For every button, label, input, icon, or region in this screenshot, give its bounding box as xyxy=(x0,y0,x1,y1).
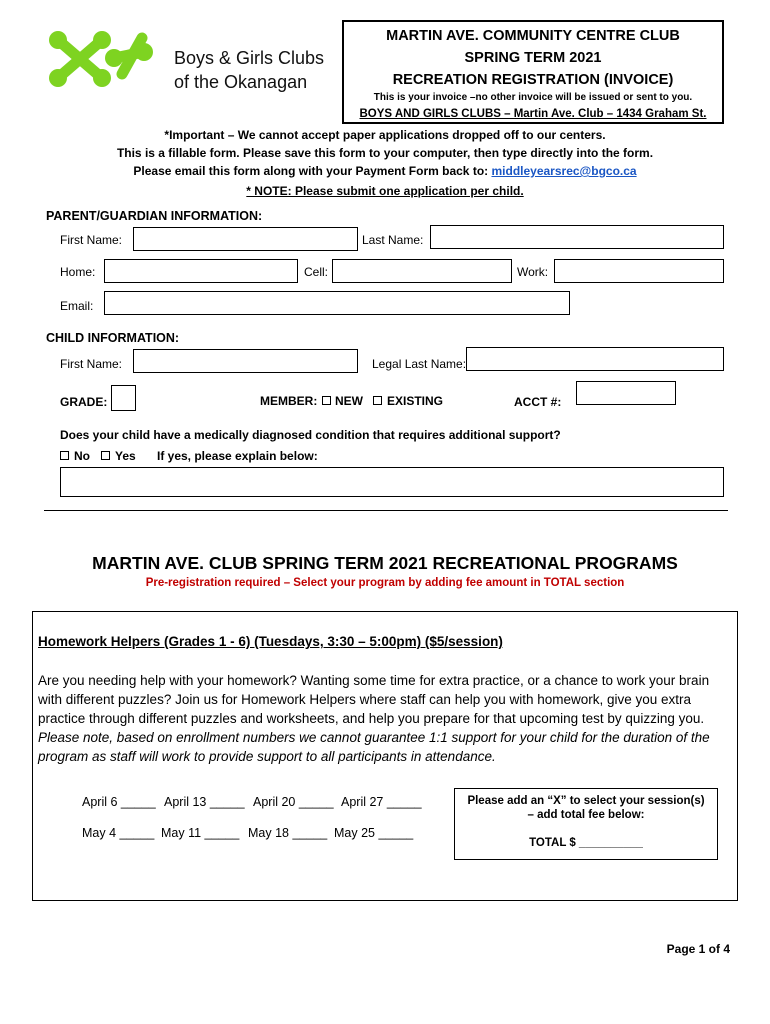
section-divider xyxy=(44,510,728,511)
parent-first-name-label: First Name: xyxy=(60,233,123,247)
date-april-27[interactable]: April 27 _____ xyxy=(341,795,422,809)
medical-no-checkbox[interactable] xyxy=(60,451,69,460)
medical-question: Does your child have a medically diagnosed condition that requires additional support? xyxy=(60,428,561,442)
cell-phone-label: Cell: xyxy=(304,265,329,279)
child-last-name-label: Legal Last Name: xyxy=(372,357,467,371)
work-phone-label: Work: xyxy=(517,265,549,279)
account-number-field[interactable] xyxy=(576,381,676,405)
date-may-11[interactable]: May 11 _____ xyxy=(161,826,240,840)
medical-no-label: No xyxy=(74,449,90,463)
member-new-label: NEW xyxy=(335,394,363,408)
member-existing-checkbox[interactable] xyxy=(373,396,382,405)
parent-email-label: Email: xyxy=(60,299,94,313)
programs-subtitle: Pre-registration required – Select your program by adding fee amount in TOTAL section xyxy=(145,577,625,589)
cell-phone-field[interactable] xyxy=(332,259,512,283)
club-logo-text xyxy=(174,46,324,94)
home-phone-field[interactable] xyxy=(104,259,298,283)
medical-yes-checkbox[interactable] xyxy=(101,451,110,460)
member-existing-label: EXISTING xyxy=(387,394,444,408)
program-title: Homework Helpers (Grades 1 - 6) (Tuesdays, 3:30 – 5:00pm) ($5/session) xyxy=(38,634,503,649)
program-description-note: Please note, based on enrollment numbers we cannot guarantee 1:1 support for your child for the duration of the program as staff will work to provide support to all participants in attendance. xyxy=(38,730,710,764)
child-first-name-field[interactable] xyxy=(133,349,358,373)
program-description xyxy=(38,671,734,766)
logo-line-2: of the Okanagan xyxy=(174,72,308,92)
notice-line-4: * NOTE: Please submit one application per child. xyxy=(246,184,524,198)
header-title-2: SPRING TERM 2021 xyxy=(464,50,602,66)
session-select-instruction-2: – add total fee below: xyxy=(527,809,645,821)
account-number-label: ACCT #: xyxy=(514,395,562,409)
date-april-6[interactable]: April 6 _____ xyxy=(82,795,156,809)
date-may-25[interactable]: May 25 _____ xyxy=(334,826,414,840)
notice-email-prefix: Please email this form along with your Payment Form back to: xyxy=(133,164,492,178)
home-phone-label: Home: xyxy=(60,265,96,279)
header-title-1: MARTIN AVE. COMMUNITY CENTRE CLUB xyxy=(386,28,680,44)
notice-line-3 xyxy=(0,164,770,178)
child-first-name-label: First Name: xyxy=(60,357,123,371)
parent-section-heading: PARENT/GUARDIAN INFORMATION: xyxy=(46,209,263,223)
total-fee-field[interactable]: TOTAL $ __________ xyxy=(529,837,643,849)
notice-email-link[interactable]: middleyearsrec@bgco.ca xyxy=(491,164,637,178)
date-may-18[interactable]: May 18 _____ xyxy=(248,826,328,840)
medical-explain-label: If yes, please explain below: xyxy=(157,449,318,463)
header-title-3: RECREATION REGISTRATION (INVOICE) xyxy=(392,72,674,88)
date-may-4[interactable]: May 4 _____ xyxy=(82,826,155,840)
notice-line-1: *Important – We cannot accept paper applications dropped off to our centers. xyxy=(164,128,606,142)
date-april-13[interactable]: April 13 _____ xyxy=(164,795,245,809)
notice-line-2: This is a fillable form. Please save this form to your computer, then type directly into the form. xyxy=(116,146,654,160)
club-address: BOYS AND GIRLS CLUBS – Martin Ave. Club – 1434 Graham St. xyxy=(359,108,707,120)
medical-yes-label: Yes xyxy=(115,449,136,463)
program-description-text: Are you needing help with your homework? Wanting some time for extra practice, or a chance to work your brain with different puzzles? Join us for Homework Helpers where staff can help you with homework, give you extra practice through different puzzles and worksheets, and help you prepare for that upcoming test by quizzing you. xyxy=(38,673,710,726)
logo-line-1: Boys & Girls Clubs xyxy=(174,48,325,68)
date-april-20[interactable]: April 20 _____ xyxy=(253,795,334,809)
parent-email-field[interactable] xyxy=(104,291,570,315)
child-section-heading: CHILD INFORMATION: xyxy=(46,331,180,345)
member-label: MEMBER: xyxy=(260,394,318,408)
session-select-instruction-1: Please add an “X” to select your session(s) xyxy=(467,795,705,807)
parent-first-name-field[interactable] xyxy=(133,227,358,251)
medical-explain-field[interactable] xyxy=(60,467,724,497)
child-last-name-field[interactable] xyxy=(466,347,724,371)
page-number: Page 1 of 4 xyxy=(666,942,730,956)
grade-label: GRADE: xyxy=(60,395,108,409)
invoice-note: This is your invoice –no other invoice will be issued or sent to you. xyxy=(373,92,693,103)
work-phone-field[interactable] xyxy=(554,259,724,283)
grade-field[interactable] xyxy=(111,385,136,411)
programs-title: MARTIN AVE. CLUB SPRING TERM 2021 RECREATIONAL PROGRAMS xyxy=(92,553,678,573)
club-logo-mark xyxy=(44,28,154,90)
parent-last-name-field[interactable] xyxy=(430,225,724,249)
parent-last-name-label: Last Name: xyxy=(362,233,424,247)
member-new-checkbox[interactable] xyxy=(322,396,331,405)
